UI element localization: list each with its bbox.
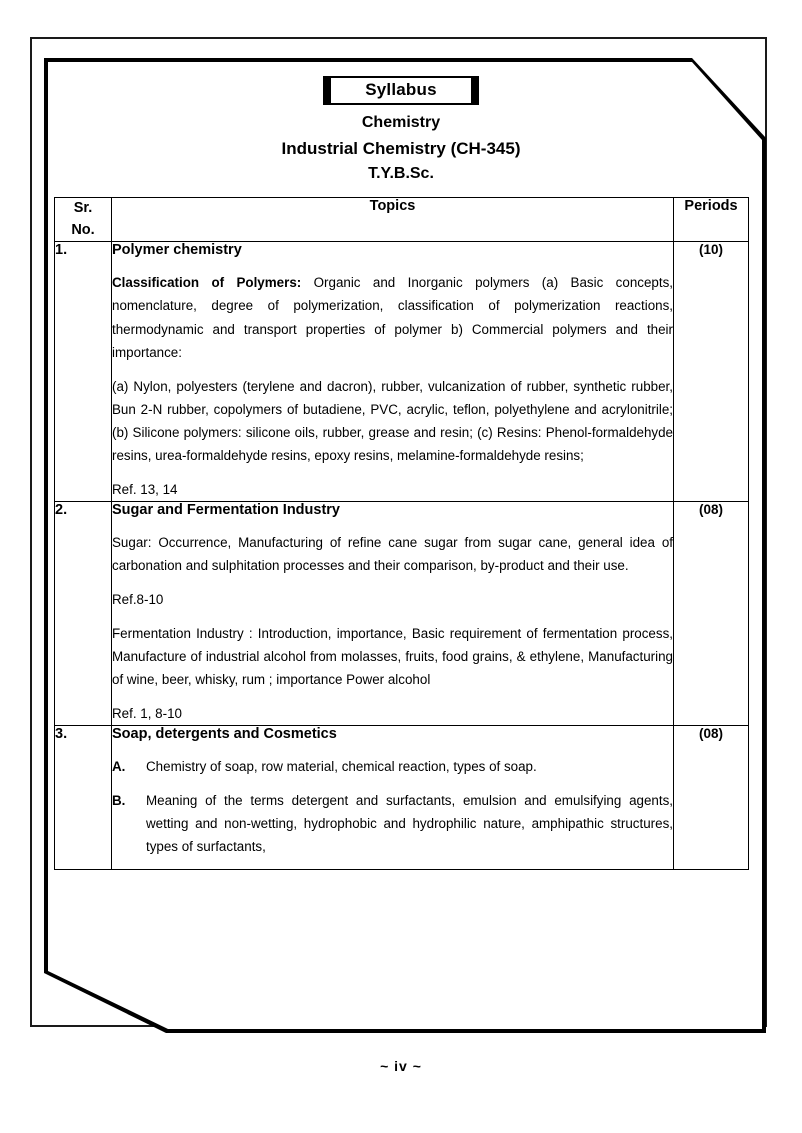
sr-no-line-1: Sr. xyxy=(73,199,93,216)
syllabus-badge xyxy=(329,76,473,105)
row-topics-cell xyxy=(112,242,674,501)
topic-paragraph: Fermentation Industry : Introduction, importance, Basic requirement of fermentation process, Manufacture of industrial alcohol from molasses, fruits, food grains, & ethylene, Manufacturing of wine, beer, whisky, rum ; importance Power alcohol xyxy=(112,626,673,688)
topic-sub-item xyxy=(112,755,673,778)
topic-paragraph: (a) Nylon, polyesters (terylene and dacron), rubber, vulcanization of rubber, synthetic rubber, Bun 2-N rubber, copolymers of butadiene, PVC, acrylic, teflon, polyethylene and acrylonitrile; (b) Silicone polymers: silicone oils, rubber, grease and resin; (c) Resins: Phenol-formaldehyde resins, urea-formaldehyde resins, epoxy resins, melamine-formaldehyde resins; xyxy=(112,378,673,463)
topic-paragraph xyxy=(112,271,673,363)
topic-sub-item xyxy=(112,789,673,858)
table-row xyxy=(55,501,749,725)
paragraph-lead-label: Classification of Polymers: xyxy=(112,275,302,291)
topic-paragraph: Ref.8-10 xyxy=(112,591,164,607)
column-header-topics: Topics xyxy=(112,197,674,242)
row-serial-number: 2. xyxy=(55,501,112,725)
sub-item-letter: B. xyxy=(112,793,126,809)
table-header-row xyxy=(55,197,749,242)
topic-paragraph: Ref. 1, 8-10 xyxy=(112,706,182,722)
table-row xyxy=(55,726,749,870)
topic-heading: Sugar and Fermentation Industry xyxy=(112,501,340,518)
topic-heading: Polymer chemistry xyxy=(112,242,242,259)
sub-item-letter: A. xyxy=(112,759,126,775)
row-serial-number: 1. xyxy=(55,242,112,501)
page-footer-marker: ~ iv ~ xyxy=(380,1058,422,1074)
row-periods-value: (08) xyxy=(674,726,749,870)
column-header-sr-no xyxy=(55,197,112,242)
course-title: Industrial Chemistry (CH-345) xyxy=(281,138,521,158)
row-topics-cell xyxy=(112,501,674,725)
sub-item-text: Chemistry of soap, row material, chemical reaction, types of soap. xyxy=(146,759,537,775)
column-header-periods: Periods xyxy=(674,197,749,242)
topic-paragraph: Sugar: Occurrence, Manufacturing of refine cane sugar from sugar cane, general idea of carbonation and sulphitation processes and their comparison, by-product and their use. xyxy=(112,534,673,573)
row-serial-number: 3. xyxy=(55,726,112,870)
sr-no-line-2: No. xyxy=(71,221,95,238)
row-topics-cell xyxy=(112,726,674,870)
syllabus-badge-label: Syllabus xyxy=(329,76,473,105)
syllabus-header xyxy=(48,62,754,187)
syllabus-table xyxy=(54,197,749,870)
subject-title: Chemistry xyxy=(361,114,441,131)
topic-heading: Soap, detergents and Cosmetics xyxy=(112,726,337,743)
program-title: T.Y.B.Sc. xyxy=(368,165,434,183)
document-content xyxy=(48,62,754,1027)
paragraph-text: Organic and Inorganic polymers (a) Basic concepts, nomenclature, degree of polymerization, classification of polymerization reactions, thermodynamic and transport properties of polymer b) Commercial polymers and their importance: xyxy=(112,275,673,360)
sub-item-text: Meaning of the terms detergent and surfactants, emulsion and emulsifying agents, wetting and non-wetting, hydrophobic and hydrophilic nature, amphipathic structures, types of surfactants, xyxy=(146,793,673,855)
badge-right-bar xyxy=(472,76,479,105)
table-row xyxy=(55,242,749,501)
row-periods-value: (10) xyxy=(674,242,749,501)
row-periods-value: (08) xyxy=(674,501,749,725)
topic-paragraph: Ref. 13, 14 xyxy=(112,481,178,497)
